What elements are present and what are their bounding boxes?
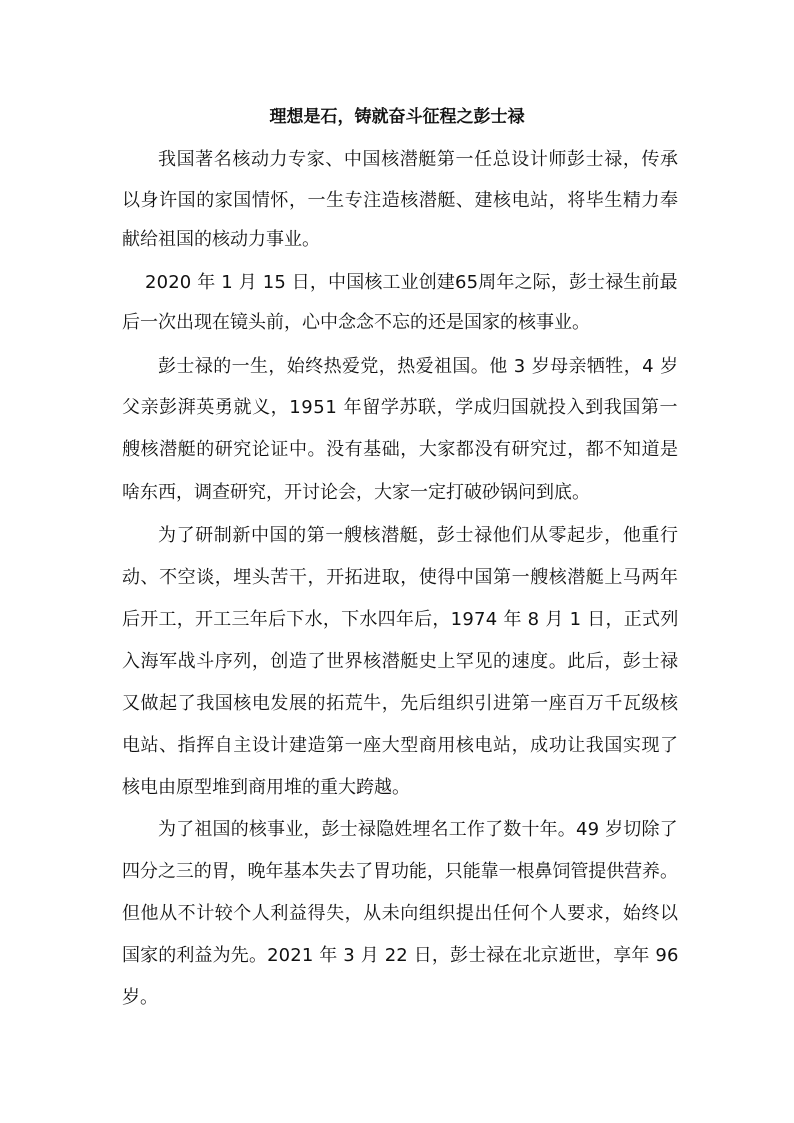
paragraph-line: 电站、指挥自主设计建造第一座大型商用核电站，成功让我国实现了: [122, 735, 679, 756]
paragraph-line: 又做起了我国核电发展的拓荒牛，先后组织引进第一座百万千瓦级核: [122, 693, 679, 714]
paragraph-line: 后开工，开工三年后下水，下水四年后，1974 年 8 月 1 日，正式列: [122, 609, 679, 630]
paragraph-line: 为了祖国的核事业，彭士禄隐姓埋名工作了数十年。49 岁切除了: [158, 819, 678, 840]
paragraph-line: 动、不空谈，埋头苦干，开拓进取，使得中国第一艘核潜艇上马两年: [122, 567, 679, 588]
paragraph-line: 入海军战斗序列，创造了世界核潜艇史上罕见的速度。此后，彭士禄: [122, 651, 679, 672]
paragraph-line: 四分之三的胃，晚年基本失去了胃功能，只能靠一根鼻饲管提供营养。: [122, 861, 678, 882]
paragraph-line: 岁。: [122, 987, 158, 1008]
paragraph-line: 国家的利益为先。2021 年 3 月 22 日，彭士禄在北京逝世，享年 96: [122, 945, 679, 966]
paragraph-line: 但他从不计较个人利益得失，从未向组织提出任何个人要求，始终以: [122, 903, 679, 924]
document-title: 理想是石，铸就奋斗征程之彭士禄: [269, 107, 525, 127]
paragraph-line: 献给祖国的核动力事业。: [122, 229, 320, 250]
paragraph-line: 彭士禄的一生，始终热爱党，热爱祖国。他 3 岁母亲牺牲，4 岁: [158, 356, 679, 377]
paragraph-line: 我国著名核动力专家、中国核潜艇第一任总设计师彭士禄，传承: [158, 149, 679, 170]
paragraph-line: 2020 年 1 月 15 日，中国核工业创建65周年之际，彭士禄生前最: [145, 272, 678, 293]
paragraph-line: 为了研制新中国的第一艘核潜艇，彭士禄他们从零起步，他重行: [158, 525, 679, 546]
paragraph-line: 父亲彭湃英勇就义，1951 年留学苏联，学成归国就投入到我国第一: [122, 397, 679, 418]
paragraph-line: 后一次出现在镜头前，心中念念不忘的还是国家的核事业。: [122, 312, 590, 333]
paragraph-line: 核电由原型堆到商用堆的重大跨越。: [122, 777, 410, 798]
paragraph-line: 啥东西，调查研究，开讨论会，大家一定打破砂锅问到底。: [122, 482, 590, 503]
paragraph-line: 艘核潜艇的研究论证中。没有基础，大家都没有研究过，都不知道是: [122, 439, 679, 460]
paragraph-line: 以身许国的家国情怀，一生专注造核潜艇、建核电站，将毕生精力奉: [122, 190, 679, 211]
